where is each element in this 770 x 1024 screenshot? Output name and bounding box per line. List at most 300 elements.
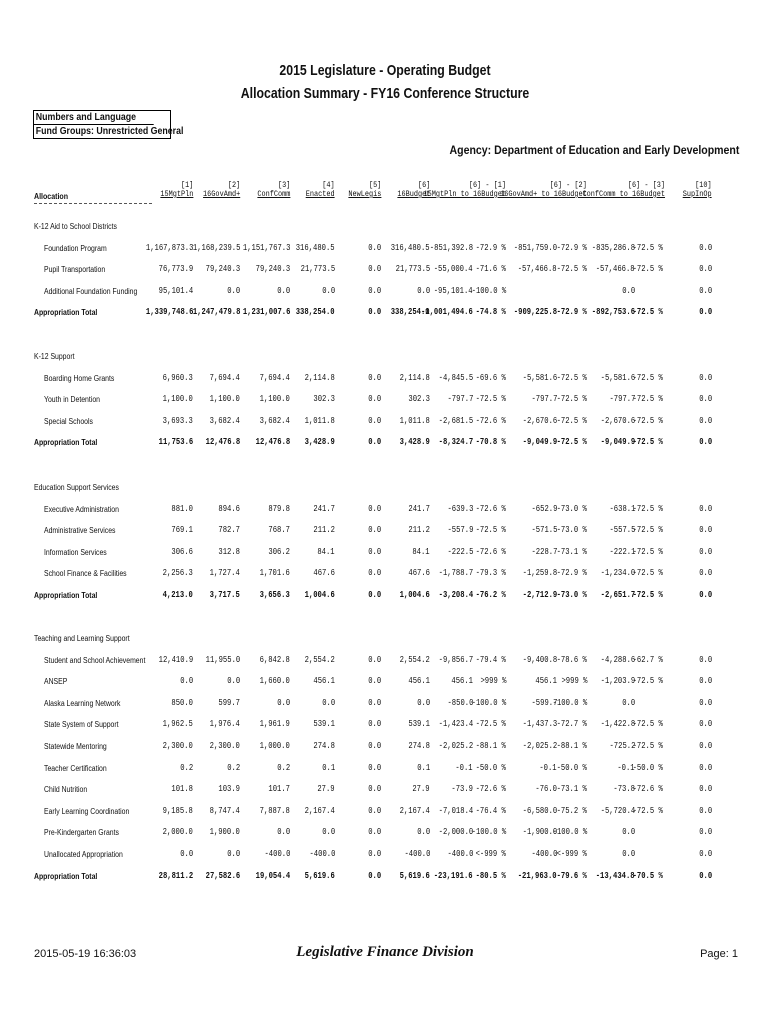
cell-value: -2,000.0: [438, 827, 473, 838]
cell-value: -73.1 %: [556, 784, 587, 795]
cell-value: 0.0: [368, 697, 381, 708]
cell-value: -400.0: [531, 849, 557, 859]
cell-value: 0.2: [277, 762, 290, 773]
cell-value: 0.0: [227, 285, 240, 296]
cell-value: -72.6 %: [475, 546, 506, 557]
cell-value: -72.6 %: [475, 503, 506, 514]
row-label: Youth in Detention: [44, 395, 100, 405]
cell-value: -652.9: [531, 503, 557, 514]
cell-value: <-999 %: [475, 849, 506, 859]
cell-value: <-999 %: [556, 849, 587, 859]
cell-value: -9,856.7: [438, 654, 473, 665]
cell-value: -23,191.6: [434, 870, 473, 881]
cell-value: -72.5 %: [632, 568, 663, 579]
cell-value: -1,001,494.6: [421, 307, 473, 318]
cell-value: -892,753.6: [591, 307, 635, 318]
report-subtitle: Allocation Summary - FY16 Conference Structure: [240, 85, 530, 102]
cell-value: -74.8 %: [475, 307, 506, 318]
cell-value: 1,004.6: [399, 590, 430, 600]
cell-value: -62.7 %: [632, 654, 663, 665]
row-label: Unallocated Appropriation: [44, 850, 123, 859]
cell-value: -9,049.9: [522, 437, 557, 448]
column-header-id: [6] - [1]: [468, 181, 506, 190]
row-label: School Finance & Facilities: [44, 569, 127, 579]
cell-value: -4,288.6: [600, 654, 635, 665]
cell-value: 3,656.3: [259, 590, 290, 600]
row-label: Boarding Home Grants: [44, 373, 115, 383]
cell-value: 3,682.4: [209, 415, 240, 426]
cell-value: 1,701.6: [259, 568, 290, 579]
cell-value: 0.0: [368, 590, 381, 600]
cell-value: 0.0: [277, 827, 290, 838]
cell-value: 0.0: [368, 676, 381, 687]
fund-box-line-2: Fund Groups: Unrestricted General: [35, 126, 184, 137]
cell-value: -797.7: [609, 394, 635, 405]
cell-value: 0.0: [368, 546, 381, 557]
cell-value: 0.0: [699, 719, 712, 730]
cell-value: -72.5 %: [556, 437, 587, 448]
cell-value: -88.1 %: [556, 741, 587, 751]
footer-timestamp: 2015-05-19 16:36:03: [34, 948, 137, 960]
cell-value: 0.0: [417, 827, 430, 838]
cell-value: -72.5 %: [556, 415, 587, 426]
cell-value: 27.9: [317, 784, 335, 795]
cell-value: 0.0: [368, 415, 381, 426]
cell-value: -72.6 %: [475, 784, 506, 795]
cell-value: -100.0 %: [471, 285, 506, 296]
cell-value: 0.0: [368, 719, 381, 730]
cell-value: 0.0: [699, 827, 712, 838]
column-header-id: [3]: [277, 181, 290, 190]
cell-value: 302.3: [408, 394, 430, 405]
cell-value: -100.0 %: [471, 827, 506, 838]
cell-value: -851,392.8: [429, 242, 473, 253]
cell-value: -72.5 %: [475, 394, 506, 405]
cell-value: >999 %: [561, 676, 587, 687]
column-header-name: 15MgtPln to 16Budget: [423, 190, 506, 199]
cell-value: -50.0 %: [475, 762, 506, 773]
cell-value: 95,101.4: [158, 285, 193, 296]
row-label: Early Learning Coordination: [44, 806, 130, 816]
cell-value: 306.2: [268, 546, 290, 557]
cell-value: -21,963.0: [518, 870, 557, 881]
cell-value: 894.6: [218, 503, 240, 514]
cell-value: -78.6 %: [556, 654, 587, 665]
cell-value: -72.9 %: [475, 242, 506, 253]
cell-value: 2,554.2: [399, 654, 430, 665]
cell-value: 0.0: [699, 242, 712, 253]
column-header-name: Enacted: [306, 190, 335, 199]
section-title: K-12 Support: [34, 352, 75, 361]
column-header: [203, 181, 240, 199]
cell-value: 1,962.5: [162, 719, 193, 730]
cell-value: 3,428.9: [304, 437, 335, 448]
cell-value: -400.0: [264, 849, 290, 859]
cell-value: 0.0: [699, 697, 712, 708]
cell-value: 316,480.5: [296, 242, 335, 253]
cell-value: -1,788.7: [438, 568, 473, 579]
cell-value: -2,651.7: [600, 590, 635, 600]
cell-value: 0.0: [368, 805, 381, 816]
cell-value: 0.0: [417, 697, 430, 708]
cell-value: -72.5 %: [632, 546, 663, 557]
column-header-id: [4]: [322, 181, 335, 190]
report-title: 2015 Legislature - Operating Budget: [279, 62, 491, 79]
cell-value: -222.5: [447, 546, 473, 557]
row-label: Additional Foundation Funding: [44, 286, 138, 296]
cell-value: -80.5 %: [475, 870, 506, 881]
cell-value: -73.0 %: [556, 503, 587, 514]
cell-value: -639.3: [447, 503, 473, 514]
cell-value: 0.0: [368, 242, 381, 253]
row-label: Child Nutrition: [44, 785, 88, 795]
cell-value: -72.6 %: [632, 784, 663, 795]
cell-value: 21,773.5: [300, 264, 335, 275]
cell-value: 8,747.4: [209, 805, 240, 816]
column-header-name: ConfComm to 16Budget: [582, 190, 665, 199]
cell-value: 11,955.0: [205, 654, 240, 665]
cell-value: 2,300.0: [209, 741, 240, 751]
cell-value: 0.0: [368, 503, 381, 514]
cell-value: 84.1: [317, 546, 335, 557]
cell-value: 467.6: [408, 568, 430, 579]
cell-value: 539.1: [408, 719, 430, 730]
cell-value: 1,247,479.8: [192, 307, 240, 318]
cell-value: -72.5 %: [632, 590, 663, 600]
cell-value: 0.0: [368, 849, 381, 859]
cell-value: -72.5 %: [632, 805, 663, 816]
cell-value: -71.6 %: [475, 264, 506, 275]
footer-page-number: Page: 1: [700, 948, 738, 960]
cell-value: 21,773.5: [395, 264, 430, 275]
cell-value: 0.0: [368, 285, 381, 296]
cell-value: 6,960.3: [162, 372, 193, 383]
cell-value: 0.0: [699, 307, 712, 318]
cell-value: 599.7: [218, 697, 240, 708]
cell-value: -95,101.4: [434, 285, 473, 296]
cell-value: 0.0: [699, 503, 712, 514]
cell-value: 12,476.8: [255, 437, 290, 448]
cell-value: 5,619.6: [399, 870, 430, 881]
cell-value: 1,011.8: [304, 415, 335, 426]
cell-value: -100.0 %: [552, 697, 587, 708]
cell-value: -13,434.8: [596, 870, 635, 881]
cell-value: -79.4 %: [475, 654, 506, 665]
cell-value: 3,693.3: [162, 415, 193, 426]
allocation-header-rule: [34, 203, 152, 204]
cell-value: 0.0: [180, 849, 193, 859]
cell-value: -72.5 %: [632, 437, 663, 448]
row-label: Pre-Kindergarten Grants: [44, 828, 119, 838]
cell-value: -73.0 %: [556, 590, 587, 600]
cell-value: -2,670.6: [522, 415, 557, 426]
cell-value: -72.5 %: [632, 719, 663, 730]
column-header-name: NewLegis: [347, 190, 381, 199]
cell-value: 2,256.3: [162, 568, 193, 579]
cell-value: -72.5 %: [632, 415, 663, 426]
cell-value: -72.7 %: [556, 719, 587, 730]
cell-value: -1,234.0: [600, 568, 635, 579]
column-header: [160, 181, 193, 199]
cell-value: 11,753.6: [158, 437, 193, 448]
cell-value: -73.0 %: [556, 525, 587, 536]
cell-value: -72.5 %: [632, 676, 663, 687]
cell-value: 316,480.5: [391, 242, 430, 253]
row-label: Special Schools: [44, 416, 93, 426]
cell-value: -72.5 %: [632, 394, 663, 405]
row-label: Information Services: [44, 547, 107, 557]
cell-value: 0.2: [180, 762, 193, 773]
cell-value: 79,240.3: [255, 264, 290, 275]
cell-value: 782.7: [218, 525, 240, 536]
cell-value: -57,466.8: [518, 264, 557, 275]
cell-value: -2,681.5: [438, 415, 473, 426]
cell-value: 0.1: [322, 762, 335, 773]
cell-value: 1,100.0: [259, 394, 290, 405]
cell-value: -72.9 %: [556, 242, 587, 253]
cell-value: 1,100.0: [162, 394, 193, 405]
cell-value: -6,580.0: [522, 805, 557, 816]
cell-value: 2,167.4: [399, 805, 430, 816]
footer-division: Legislative Finance Division: [296, 944, 474, 960]
cell-value: -4,845.5: [438, 372, 473, 383]
column-header-id: [5]: [368, 181, 381, 190]
total-label: Appropriation Total: [34, 591, 98, 600]
cell-value: 1,011.8: [399, 415, 430, 426]
cell-value: -72.5 %: [632, 242, 663, 253]
cell-value: 2,000.0: [162, 827, 193, 838]
cell-value: 881.0: [171, 503, 193, 514]
cell-value: 0.0: [368, 784, 381, 795]
cell-value: -72.5 %: [632, 372, 663, 383]
fund-group-box: [33, 110, 184, 139]
cell-value: -3,208.4: [438, 590, 473, 600]
cell-value: -2,712.9: [522, 590, 557, 600]
cell-value: -79.6 %: [556, 870, 587, 881]
cell-value: -72.9 %: [556, 307, 587, 318]
cell-value: 0.0: [368, 870, 381, 881]
cell-value: 0.0: [699, 415, 712, 426]
cell-value: 0.0: [368, 264, 381, 275]
cell-value: -76.0: [535, 784, 557, 795]
cell-value: 76,773.9: [158, 264, 193, 275]
total-label: Appropriation Total: [34, 871, 98, 881]
cell-value: 0.0: [227, 849, 240, 859]
cell-value: 0.0: [368, 741, 381, 751]
cell-value: -400.0: [309, 849, 335, 859]
cell-value: -909,225.8: [513, 307, 557, 318]
cell-value: 0.0: [699, 849, 712, 859]
cell-value: -557.9: [447, 525, 473, 536]
cell-value: 19,054.4: [255, 870, 290, 881]
cell-value: 79,240.3: [205, 264, 240, 275]
cell-value: 1,167,873.3: [145, 242, 193, 253]
cell-value: 879.8: [268, 503, 290, 514]
cell-value: 0.0: [622, 285, 635, 296]
cell-value: 0.1: [417, 762, 430, 773]
cell-value: 6,842.8: [259, 654, 290, 665]
cell-value: -5,581.6: [522, 372, 557, 383]
cell-value: -228.7: [531, 546, 557, 557]
cell-value: -599.7: [531, 697, 557, 708]
cell-value: 2,114.8: [304, 372, 335, 383]
cell-value: -797.7: [531, 394, 557, 405]
cell-value: 0.0: [622, 697, 635, 708]
cell-value: 0.0: [699, 525, 712, 536]
cell-value: 7,887.8: [259, 805, 290, 816]
cell-value: 1,961.9: [259, 719, 290, 730]
cell-value: 312.8: [218, 546, 240, 557]
row-label: Statewide Mentoring: [44, 742, 107, 751]
cell-value: -76.2 %: [475, 590, 506, 600]
cell-value: 0.0: [699, 762, 712, 773]
cell-value: -797.7: [447, 394, 473, 405]
cell-value: 0.0: [699, 546, 712, 557]
cell-value: 456.1: [535, 676, 557, 687]
row-label: ANSEP: [44, 677, 68, 687]
cell-value: 12,410.9: [158, 654, 193, 665]
section-title: Education Support Services: [34, 483, 119, 492]
cell-value: 456.1: [451, 676, 473, 687]
column-header: [582, 181, 665, 199]
cell-value: 1,231,007.6: [242, 307, 290, 318]
cell-value: 1,976.4: [209, 719, 240, 730]
cell-value: -72.5 %: [556, 264, 587, 275]
column-header-id: [6] - [3]: [627, 181, 665, 190]
cell-value: -72.5 %: [632, 503, 663, 514]
column-header-id: [1]: [180, 181, 193, 190]
cell-value: 7,694.4: [209, 372, 240, 383]
cell-value: -72.5 %: [556, 394, 587, 405]
column-header-name: 16GovAmd+ to 16Budget: [500, 190, 587, 199]
cell-value: 241.7: [313, 503, 335, 514]
allocation-column-header: Allocation: [34, 192, 69, 201]
cell-value: 7,694.4: [259, 372, 290, 383]
cell-value: -5,720.4: [600, 805, 635, 816]
row-label: Executive Administration: [44, 504, 119, 514]
cell-value: -73.1 %: [556, 546, 587, 557]
total-label: Appropriation Total: [34, 438, 98, 448]
cell-value: 0.0: [368, 394, 381, 405]
cell-value: 0.0: [322, 827, 335, 838]
cell-value: 1,151,767.3: [242, 242, 290, 253]
column-header: [423, 181, 506, 199]
cell-value: -850.0: [447, 697, 473, 708]
cell-value: -72.5 %: [632, 264, 663, 275]
cell-value: -72.5 %: [632, 307, 663, 318]
cell-value: -8,324.7: [438, 437, 473, 448]
cell-value: 1,900.0: [209, 827, 240, 838]
cell-value: -72.5 %: [475, 719, 506, 730]
cell-value: 0.0: [368, 568, 381, 579]
cell-value: -9,049.9: [600, 437, 635, 448]
cell-value: -0.1: [539, 762, 557, 773]
column-header-name: ConfComm: [256, 190, 290, 199]
column-header-name: 16Budget: [396, 190, 430, 199]
cell-value: 4,213.0: [162, 590, 193, 600]
cell-value: 338,254.0: [391, 307, 430, 318]
cell-value: 0.0: [699, 741, 712, 751]
column-header: [348, 181, 381, 199]
row-label: Administrative Services: [44, 526, 116, 536]
cell-value: -79.3 %: [475, 568, 506, 579]
cell-value: -1,437.3: [522, 719, 557, 730]
section-title: Teaching and Learning Support: [34, 634, 130, 643]
cell-value: -7,018.4: [438, 805, 473, 816]
cell-value: -1,423.4: [438, 719, 473, 730]
cell-value: -1,900.0: [522, 827, 557, 838]
cell-value: 456.1: [313, 676, 335, 687]
row-label: Student and School Achievement: [44, 655, 146, 665]
cell-value: 1,000.0: [259, 741, 290, 751]
column-header: [500, 181, 587, 199]
cell-value: 0.0: [699, 372, 712, 383]
cell-value: 0.0: [699, 654, 712, 665]
cell-value: 241.7: [408, 503, 430, 514]
column-header: [257, 181, 290, 199]
cell-value: 3,682.4: [259, 415, 290, 426]
cell-value: -1,422.8: [600, 719, 635, 730]
cell-value: -400.0: [404, 849, 430, 859]
cell-value: 0.2: [227, 762, 240, 773]
cell-value: -72.5 %: [556, 372, 587, 383]
column-header-name: 15MgtPln: [159, 190, 193, 199]
cell-value: -557.5: [609, 525, 635, 536]
cell-value: 3,717.5: [209, 590, 240, 600]
cell-value: 0.0: [699, 676, 712, 687]
cell-value: 12,476.8: [205, 437, 240, 448]
cell-value: -55,000.4: [434, 264, 473, 275]
cell-value: -88.1 %: [475, 741, 506, 751]
cell-value: 101.7: [268, 784, 290, 795]
cell-value: 2,554.2: [304, 654, 335, 665]
cell-value: 0.0: [180, 676, 193, 687]
cell-value: 28,811.2: [158, 870, 193, 881]
cell-value: 0.0: [417, 285, 430, 296]
cell-value: 211.2: [313, 525, 335, 536]
cell-value: 769.1: [171, 525, 193, 536]
cell-value: -72.5 %: [475, 525, 506, 536]
cell-value: 0.0: [622, 827, 635, 838]
agency-label: Agency: Department of Education and Early Development: [449, 143, 739, 157]
cell-value: 338,254.0: [296, 307, 335, 318]
section-title: K-12 Aid to School Districts: [34, 222, 117, 231]
cell-value: -50.0 %: [556, 762, 587, 773]
cell-value: 1,168,239.5: [192, 242, 240, 253]
row-label: Foundation Program: [44, 243, 107, 253]
cell-value: -72.9 %: [556, 568, 587, 579]
column-header-id: [2]: [227, 181, 240, 190]
cell-value: 101.8: [171, 784, 193, 795]
cell-value: 0.0: [368, 827, 381, 838]
cell-value: 0.0: [368, 372, 381, 383]
column-header-id: [10]: [695, 181, 712, 190]
cell-value: 274.8: [408, 741, 430, 751]
cell-value: -70.5 %: [632, 870, 663, 881]
row-label: Teacher Certification: [44, 763, 107, 773]
column-header-id: [6] - [2]: [549, 181, 587, 190]
cell-value: -725.2: [609, 741, 635, 751]
cell-value: 0.0: [322, 285, 335, 296]
cell-value: 0.0: [699, 784, 712, 795]
column-header-name: SupInOp: [683, 190, 712, 199]
cell-value: 1,660.0: [259, 676, 290, 687]
cell-value: -2,025.2: [522, 741, 557, 751]
cell-value: 456.1: [408, 676, 430, 687]
column-header-name: 16GovAmd+: [202, 190, 240, 199]
cell-value: 9,185.8: [162, 805, 193, 816]
row-label: Alaska Learning Network: [44, 698, 121, 708]
